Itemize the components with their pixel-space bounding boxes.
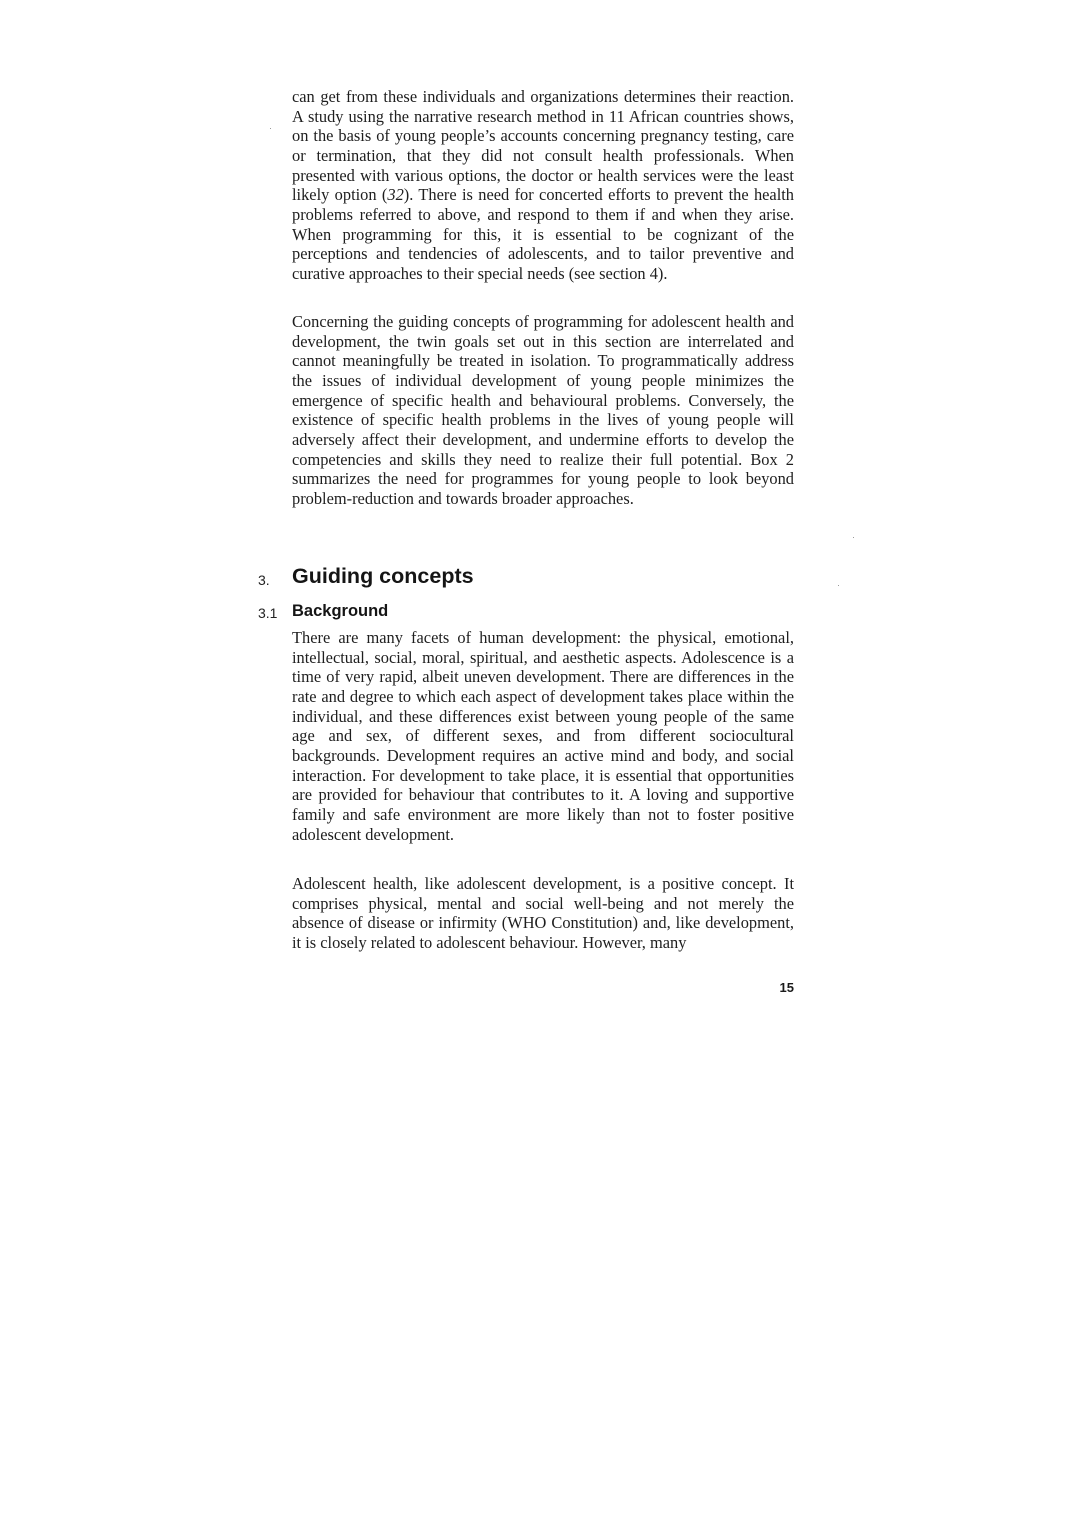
body-paragraph: Adolescent health, like adolescent development, is a positive concept. It comprises physical, mental and social well-being and not merely the absence of disease or infirmity (WHO Constitution) and, like development, it is closely related to adolescent behaviour. However, many — [292, 874, 794, 952]
section-heading: Guiding concepts — [292, 564, 474, 588]
scan-speck — [270, 128, 271, 129]
body-paragraph-continuation — [292, 87, 794, 284]
subsection-number: 3.1 — [258, 605, 278, 621]
page-number: 15 — [779, 980, 794, 995]
subsection-heading: Background — [292, 602, 389, 620]
body-paragraph: Concerning the guiding concepts of programming for adolescent health and development, the twin goals set out in this section are interrelated and cannot meaningfully be treated in isolation. To programmatically address the issues of individual development of young people minimizes the emergence of specific health and behavioural problems. Conversely, the existence of specific health problems in the lives of young people will adversely affect their development, and undermine efforts to develop the competencies and skills they need to realize their full potential. Box 2 summarizes the need for programmes for young people to look beyond problem-reduction and towards broader approaches. — [292, 312, 794, 508]
body-paragraph: There are many facets of human development: the physical, emotional, intellectual, social, moral, spiritual, and aesthetic aspects. Adolescence is a time of very rapid, albeit uneven development. There are differences in the rate and degree to which each aspect of development takes place within the individual, and these differences exist between young people of the same age and sex, of different sexes, and from different sociocultural backgrounds. Development requires an active mind and body, and social interaction. For development to take place, it is essential that opportunities are provided for behaviour that contributes to it. A loving and supportive family and safe environment are more likely than not to foster positive adolescent development. — [292, 628, 794, 844]
scan-speck — [853, 537, 854, 538]
scan-speck — [838, 585, 839, 586]
paragraph-text-end: ). There is need for concerted efforts to prevent the health problems referred to above, and respond to them if and when they arise. When programming for this, it is essential to be cognizant of the perceptions and tendencies of adolescents, and to tailor preventive and curative approaches to their special needs (see section 4). — [292, 185, 794, 283]
citation-reference: 32 — [387, 185, 404, 205]
section-number: 3. — [258, 572, 270, 588]
paragraph-text: can get from these individuals and organizations determines their reaction. A study using the narrative research method in 11 African countries shows, on the basis of young people’s accounts concerning pregnancy testing, care or termination, that they did not consult health professionals. When presented with various options, the doctor or health services were the least likely option ( — [292, 87, 794, 205]
